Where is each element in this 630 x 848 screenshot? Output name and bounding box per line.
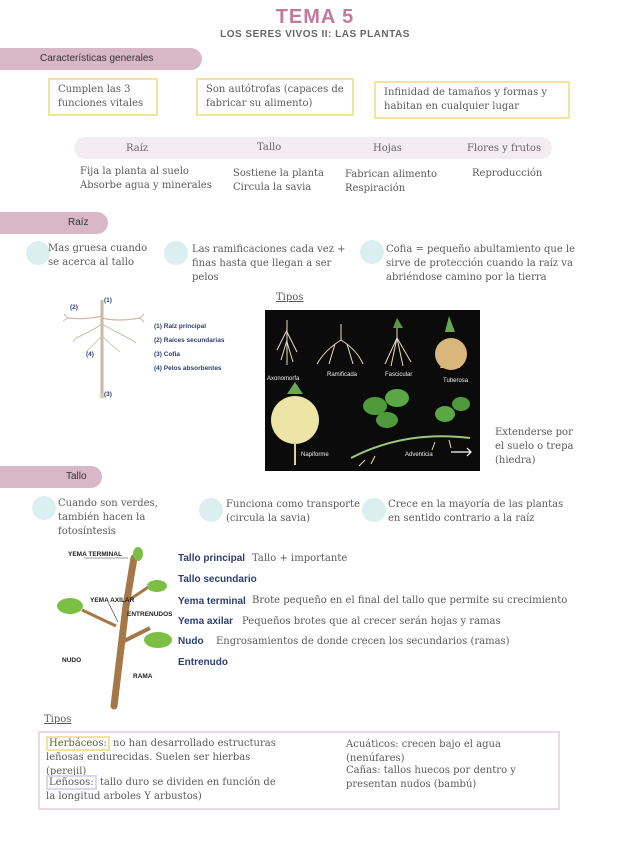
stem-label-entrenudos: ENTRENUDOS	[127, 611, 173, 618]
root-type-napiforme: Napiforme	[301, 452, 329, 458]
section-bar-tallo	[0, 466, 102, 488]
stem-point-2: Funciona como transporte (circula la savia)	[226, 499, 360, 524]
page-subtitle: LOS SERES VIVOS II: LAS PLANTAS	[220, 29, 410, 40]
root-adventicia-note: Extenderse por el suelo o trepa (hiedra)	[495, 427, 574, 466]
stem-type-canas: Cañas: tallos huecos por dentro y presentan nudos (bambú)	[346, 765, 516, 790]
diagram-marker-1: (1)	[104, 297, 112, 304]
legend-4: (4) Pelos absorbentes	[154, 365, 222, 372]
root-diagram	[56, 296, 148, 404]
col-header-hojas: Hojas	[373, 143, 402, 154]
diagram-marker-2: (2)	[70, 304, 78, 311]
stem-diagram	[54, 546, 174, 710]
root-point-1: Mas gruesa cuando se acerca al tallo	[48, 243, 148, 268]
col-header-raiz: Raíz	[126, 143, 149, 154]
col-flores-line-1: Reproducción	[472, 168, 543, 179]
section-label: Raíz	[68, 217, 89, 228]
bullet-circle	[362, 498, 386, 522]
general-box-3: Infinidad de tamaños y formas y habitan en cualquier lugar	[374, 81, 570, 119]
stem-part-principal: Tallo principal	[178, 553, 246, 564]
stem-label-rama: RAMA	[133, 673, 153, 680]
stem-part-yema-terminal: Yema terminal	[178, 596, 246, 607]
page-title: TEMA 5	[275, 6, 355, 28]
text-lenosos: tallo duro se dividen en función de la longitud arboles Y arbustos)	[46, 777, 276, 802]
bullet-circle	[32, 496, 56, 520]
root-type-fascicular: Fascicular	[385, 372, 413, 378]
col-tallo-line-2: Circula la savia	[233, 182, 312, 193]
stem-part-principal-desc: Tallo + importante	[252, 553, 348, 564]
root-type-tuberosa: Tuberosa	[443, 378, 469, 384]
root-types-image	[265, 310, 480, 471]
col-tallo-line-1: Sostiene la planta	[233, 168, 324, 179]
stem-label-nudo: NUDO	[62, 657, 82, 664]
root-type-axonomorfa: Axonomorfa	[267, 376, 300, 382]
general-box-2: Son autótrofas (capaces de fabricar su alimento)	[196, 78, 354, 116]
section-label: Tallo	[66, 471, 87, 482]
term-herbaceos: Herbáceos:	[46, 736, 110, 751]
diagram-marker-4: (4)	[86, 351, 94, 358]
legend-2: (2) Raíces secundarias	[154, 337, 225, 344]
root-type-ramificada: Ramificada	[327, 372, 358, 378]
col-hojas-line-1: Fabrican alimento	[345, 169, 438, 180]
root-types-title: Tipos	[276, 292, 304, 303]
general-box-1: Cumplen las 3 funciones vitales	[48, 78, 158, 116]
col-raiz-line-1: Fija la planta al suelo	[80, 166, 189, 177]
stem-part-yema-terminal-desc: Brote pequeño en el final del tallo que permite su crecimiento	[252, 595, 568, 606]
stem-part-yema-axilar-desc: Pequeños brotes que al crecer serán hojas y ramas	[242, 616, 501, 627]
legend-1: (1) Raíz principal	[154, 323, 207, 330]
stem-type-acuaticos: Acuáticos: crecen bajo el agua (nenúfares)	[346, 739, 501, 764]
col-header-tallo: Tallo	[257, 142, 282, 153]
stem-label-yema-terminal: YEMA TERMINAL	[68, 551, 122, 558]
legend-3: (3) Cofia	[154, 351, 180, 358]
bullet-circle	[164, 241, 188, 265]
stem-part-nudo: Nudo	[178, 636, 204, 647]
root-point-3: Cofia = pequeño abultamiento que le sirve de protección cuando la raíz va abriéndose camino por la tierra	[386, 244, 576, 283]
stem-part-nudo-desc: Engrosamientos de donde crecen los secundarios (ramas)	[216, 636, 510, 647]
col-hojas-line-2: Respiración	[345, 183, 406, 194]
bullet-circle	[26, 241, 50, 265]
col-raiz-line-2: Absorbe agua y minerales	[80, 180, 212, 191]
section-bar-general	[0, 48, 202, 70]
stem-part-entrenudo: Entrenudo	[178, 657, 228, 668]
section-bar-raiz	[0, 212, 108, 234]
col-header-flores: Flores y frutos	[467, 143, 542, 154]
section-label: Características generales	[40, 53, 154, 64]
text-herbaceos: no han desarrollado estructuras leñosas endurecidas. Suelen ser hierbas (perejil)	[46, 738, 276, 777]
stem-type-lenosos	[46, 776, 276, 804]
root-point-2: Las ramificaciones cada vez + finas hasta que llegan a ser pelos	[192, 244, 346, 283]
stem-types-title: Tipos	[44, 714, 72, 725]
stem-type-herbaceos	[46, 737, 276, 779]
stem-part-yema-axilar: Yema axilar	[178, 616, 234, 627]
stem-point-1: Cuando son verdes, también hacen la fotosíntesis	[58, 498, 158, 537]
bullet-circle	[199, 498, 223, 522]
diagram-marker-3: (3)	[104, 391, 112, 398]
term-lenosos: Leñosos:	[46, 775, 97, 790]
bullet-circle	[360, 240, 384, 264]
stem-part-secundario: Tallo secundario	[178, 574, 257, 585]
stem-label-yema-axilar: YEMA AXILAR	[90, 597, 135, 604]
stem-point-3: Crece en la mayoría de las plantas en sentido contrario a la raíz	[388, 499, 564, 524]
root-type-adventicia: Adventicia	[405, 452, 433, 458]
